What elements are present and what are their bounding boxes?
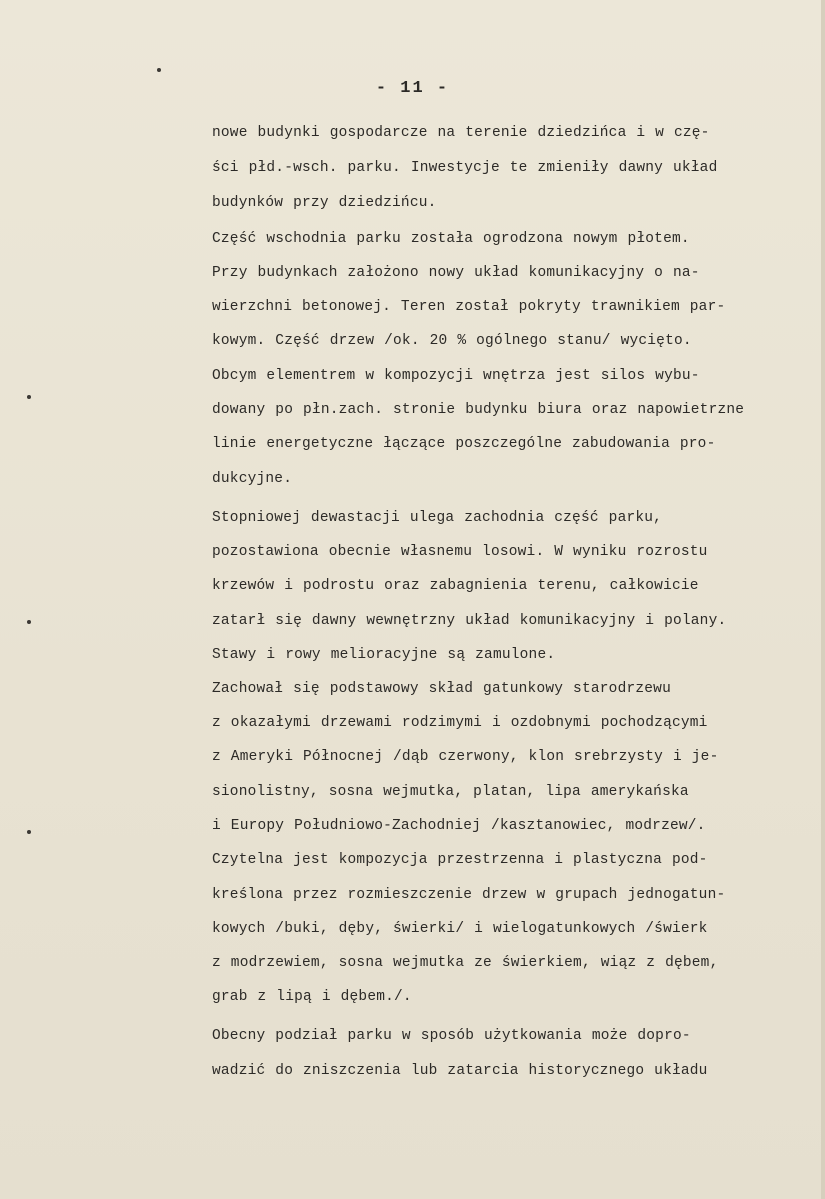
text-line: z Ameryki Północnej /dąb czerwony, klon srebrzysty i je-	[212, 749, 719, 765]
text-line: Stopniowej dewastacji ulega zachodnia część parku,	[212, 510, 663, 526]
page-number: - 11 -	[375, 79, 450, 98]
speck-mark	[157, 68, 161, 72]
text-line: dukcyjne.	[212, 471, 293, 487]
text-line: kreślona przez rozmieszczenie drzew w grupach jednogatun-	[212, 887, 726, 903]
text-line: krzewów i podrostu oraz zabagnienia terenu, całkowicie	[212, 578, 699, 594]
text-line: kowym. Część drzew /ok. 20 % ogólnego stanu/ wycięto.	[212, 333, 692, 349]
text-line: nowe budynki gospodarcze na terenie dziedzińca i w czę-	[212, 125, 710, 141]
text-line: wadzić do zniszczenia lub zatarcia historycznego układu	[212, 1063, 708, 1079]
text-line: dowany po płn.zach. stronie budynku biura oraz napowietrzne	[212, 402, 745, 418]
punch-mark	[27, 830, 31, 834]
text-line: i Europy Południowo-Zachodniej /kasztanowiec, modrzew/.	[212, 818, 706, 834]
text-line: pozostawiona obecnie własnemu losowi. W wyniku rozrostu	[212, 544, 708, 560]
text-line: grab z lipą i dębem./.	[212, 989, 412, 1005]
text-line: Przy budynkach założono nowy układ komunikacyjny o na-	[212, 265, 700, 281]
text-line: Stawy i rowy melioracyjne są zamulone.	[212, 647, 556, 663]
text-line: wierzchni betonowej. Teren został pokryty trawnikiem par-	[212, 299, 726, 315]
text-line: Obecny podział parku w sposób użytkowania może dopro-	[212, 1028, 691, 1044]
text-line: budynków przy dziedzińcu.	[212, 195, 437, 211]
text-line: sionolistny, sosna wejmutka, platan, lipa amerykańska	[212, 784, 689, 800]
text-line: z modrzewiem, sosna wejmutka ze świerkiem, wiąz z dębem,	[212, 955, 719, 971]
text-line: Czytelna jest kompozycja przestrzenna i plastyczna pod-	[212, 852, 708, 868]
punch-mark	[27, 395, 31, 399]
text-line: zatarł się dawny wewnętrzny układ komunikacyjny i polany.	[212, 613, 727, 629]
punch-mark	[27, 620, 31, 624]
text-line: kowych /buki, dęby, świerki/ i wielogatunkowych /świerk	[212, 921, 708, 937]
text-line: linie energetyczne łączące poszczególne zabudowania pro-	[212, 436, 716, 452]
text-line: Zachował się podstawowy skład gatunkowy starodrzewu	[212, 681, 671, 697]
text-line: ści płd.-wsch. parku. Inwestycje te zmieniły dawny układ	[212, 160, 718, 176]
text-line: Obcym elementrem w kompozycji wnętrza jest silos wybu-	[212, 368, 700, 384]
text-line: Część wschodnia parku została ogrodzona nowym płotem.	[212, 231, 690, 247]
text-line: z okazałymi drzewami rodzimymi i ozdobnymi pochodzącymi	[212, 715, 708, 731]
